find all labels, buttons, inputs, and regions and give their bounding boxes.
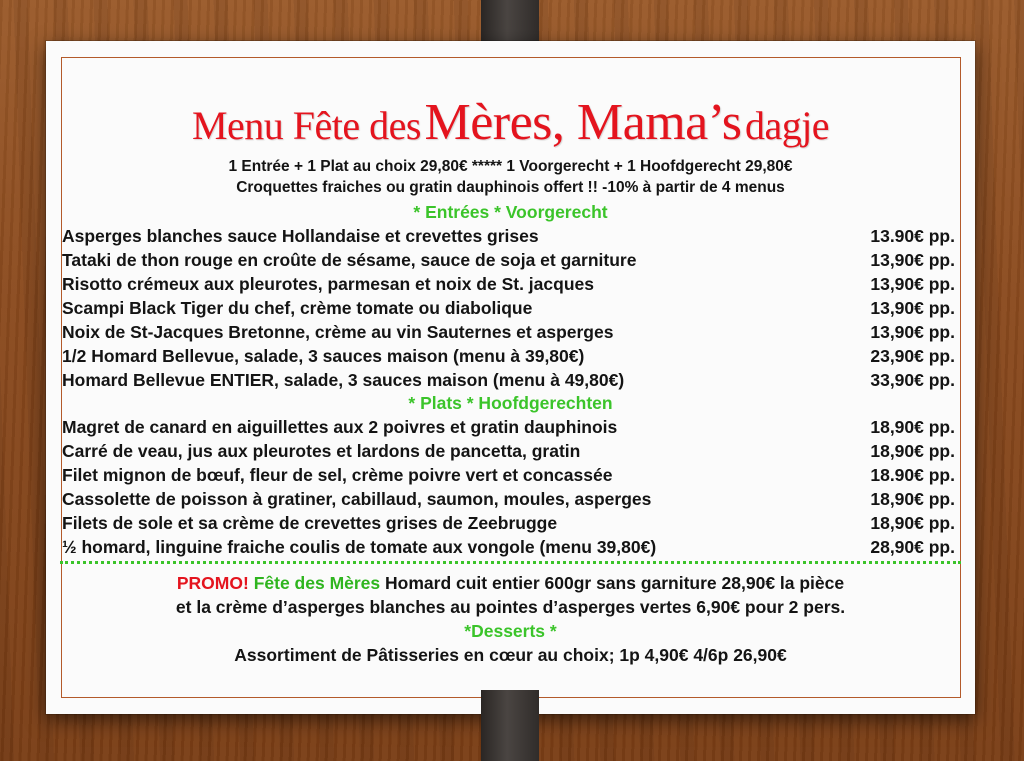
promo-label: PROMO! (176, 573, 249, 593)
section-heading-plats: * Plats * Hoofdgerechten (408, 393, 613, 413)
dish-price: 13,90€ pp. (870, 274, 955, 294)
dish-price: 18,90€ pp. (870, 513, 955, 533)
section-heading-desserts: *Desserts * (464, 621, 557, 641)
dish-price: 13.90€ pp. (870, 226, 955, 246)
menu-title (46, 93, 975, 152)
dish-name: Filets de sole et sa crème de crevettes grises de Zeebrugge (62, 513, 558, 533)
dish-name: Risotto crémeux aux pleurotes, parmesan et noix de St. jacques (62, 274, 594, 294)
dotted-divider (60, 561, 961, 564)
hanging-strap-bottom (481, 690, 539, 761)
dish-name: Homard Bellevue ENTIER, salade, 3 sauces maison (menu à 49,80€) (62, 370, 625, 390)
dish-name: 1/2 Homard Bellevue, salade, 3 sauces maison (menu à 39,80€) (62, 346, 585, 366)
dish-name: Filet mignon de bœuf, fleur de sel, crème poivre vert et concassée (62, 465, 613, 485)
dish-price: 28,90€ pp. (870, 537, 955, 557)
dish-name: Tataki de thon rouge en croûte de sésame, sauce de soja et garniture (62, 250, 637, 270)
section-heading-entrees: * Entrées * Voorgerecht (413, 202, 608, 222)
menu-content (46, 41, 975, 714)
dish-name: Asperges blanches sauce Hollandaise et crevettes grises (62, 226, 539, 246)
title-part-3: dagje (744, 103, 830, 148)
dish-price: 13,90€ pp. (870, 322, 955, 342)
dish-price: 13,90€ pp. (870, 250, 955, 270)
promo-line-1 (46, 572, 975, 594)
offer-line-1: 1 Entrée + 1 Plat au choix 29,80€ ***** 1 Voorgerecht + 1 Hoofdgerecht 29,80€ (228, 158, 793, 175)
dish-price: 18,90€ pp. (870, 441, 955, 461)
dish-name: Carré de veau, jus aux pleurotes et lardons de pancetta, gratin (62, 441, 581, 461)
promo-line-2: et la crème d’asperges blanches au pointes d’asperges vertes 6,90€ pour 2 pers. (175, 597, 846, 617)
promo-occasion: Fête des Mères (253, 573, 381, 593)
dish-price: 33,90€ pp. (870, 370, 955, 390)
dish-name: Noix de St-Jacques Bretonne, crème au vin Sauternes et asperges (62, 322, 614, 342)
dish-price: 18,90€ pp. (870, 417, 955, 437)
offer-line-2: Croquettes fraiches ou gratin dauphinois offert !! -10% à partir de 4 menus (236, 179, 785, 196)
dish-price: 23,90€ pp. (870, 346, 955, 366)
dish-name: ½ homard, linguine fraiche coulis de tomate aux vongole (menu 39,80€) (62, 537, 657, 557)
dish-price: 18,90€ pp. (870, 489, 955, 509)
dish-name: Cassolette de poisson à gratiner, cabillaud, saumon, moules, asperges (62, 489, 652, 509)
title-part-1: Menu Fête des (191, 103, 421, 148)
dish-price: 18.90€ pp. (870, 465, 955, 485)
promo-offer: Homard cuit entier 600gr sans garniture 28,90€ la pièce (385, 573, 845, 593)
menu-board (46, 41, 975, 714)
title-part-2: Mères, Mama’s (424, 94, 742, 151)
dish-name: Magret de canard en aiguillettes aux 2 poivres et gratin dauphinois (62, 417, 618, 437)
dish-price: 13,90€ pp. (870, 298, 955, 318)
dish-name: Scampi Black Tiger du chef, crème tomate ou diabolique (62, 298, 533, 318)
dessert-item: Assortiment de Pâtisseries en cœur au choix; 1p 4,90€ 4/6p 26,90€ (234, 645, 787, 665)
